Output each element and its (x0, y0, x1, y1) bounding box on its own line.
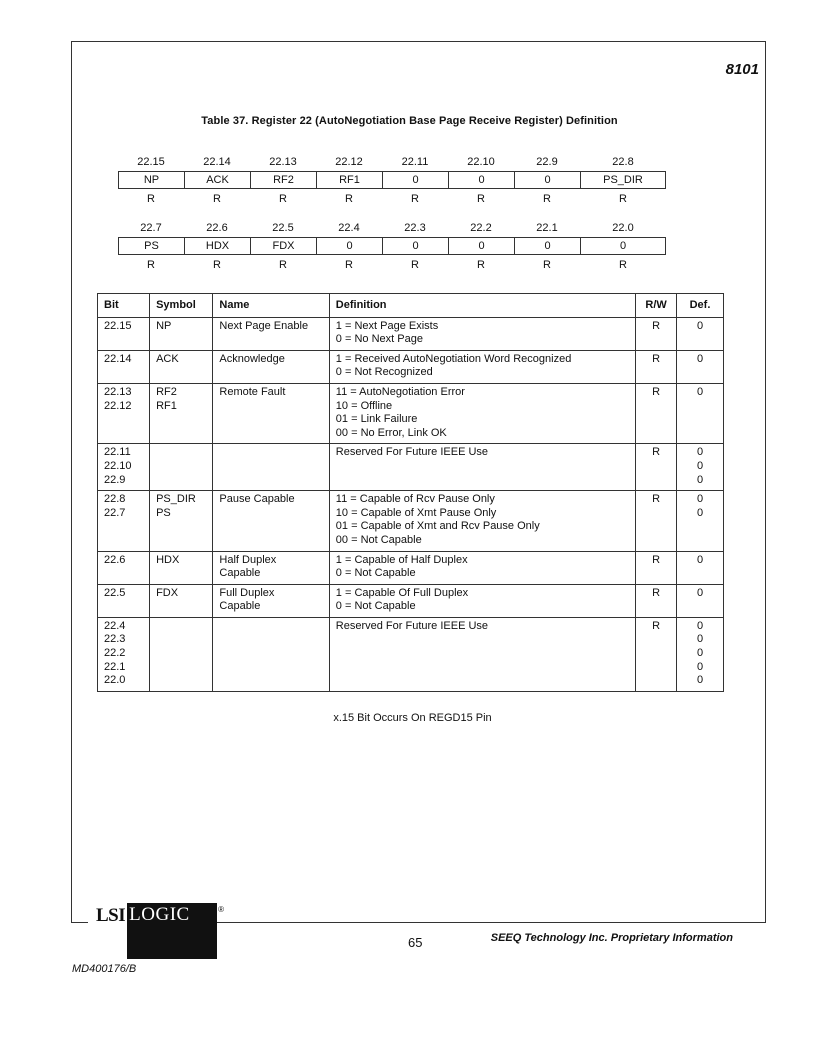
cell-bit: 22.14 (98, 350, 150, 383)
bit-symbol-box: 0 (448, 237, 514, 255)
table-row (98, 383, 724, 443)
cell-name (213, 617, 329, 691)
cell-name (213, 444, 329, 491)
bit-access: R (213, 193, 221, 205)
bit-number: 22.4 (338, 222, 360, 234)
table-caption: Table 37. Register 22 (AutoNegotiation Base Page Receive Register) Definition (201, 115, 618, 127)
bit-number: 22.14 (203, 156, 231, 168)
table-header-row (98, 294, 724, 318)
cell-name: Next Page Enable (213, 317, 329, 350)
cell-symbol (150, 444, 213, 491)
bit-symbol-box: 0 (514, 237, 580, 255)
bit-access: R (477, 193, 485, 205)
cell-rw: R (636, 617, 677, 691)
logo-black-box (127, 903, 217, 959)
cell-default: 0 (677, 584, 724, 617)
bit-number: 22.6 (206, 222, 228, 234)
bit-symbol-box: NP (118, 171, 184, 189)
cell-default: 0 0 0 (677, 444, 724, 491)
bit-number: 22.0 (612, 222, 634, 234)
page-number: 65 (408, 935, 423, 950)
document-number: 8101 (725, 61, 759, 78)
cell-rw: R (636, 383, 677, 443)
table-row (98, 491, 724, 551)
cell-rw: R (636, 584, 677, 617)
cell-bit: 22.8 22.7 (98, 491, 150, 551)
register-definition-table (97, 293, 724, 692)
bit-symbol-box: 0 (514, 171, 580, 189)
bit-symbol-box: RF2 (250, 171, 316, 189)
bit-access: R (279, 259, 287, 271)
cell-symbol: HDX (150, 551, 213, 584)
cell-bit: 22.11 22.10 22.9 (98, 444, 150, 491)
bit-symbol-box: ACK (184, 171, 250, 189)
column-header-default: Def. (677, 294, 724, 318)
bit-access: R (543, 259, 551, 271)
cell-symbol: ACK (150, 350, 213, 383)
cell-rw: R (636, 551, 677, 584)
table-row (98, 584, 724, 617)
table-row (98, 317, 724, 350)
column-header-definition: Definition (329, 294, 635, 318)
lsi-logic-logo (96, 903, 224, 959)
bit-access: R (619, 193, 627, 205)
cell-symbol (150, 617, 213, 691)
cell-definition: 1 = Capable Of Full Duplex 0 = Not Capable (329, 584, 635, 617)
column-header-name: Name (213, 294, 329, 318)
bit-symbol-box: 0 (382, 171, 448, 189)
bit-access: R (213, 259, 221, 271)
cell-name: Pause Capable (213, 491, 329, 551)
logo-lsi-text: LSI (96, 905, 126, 926)
bit-access: R (345, 259, 353, 271)
bit-number-row (118, 153, 666, 171)
footer-rule-right (208, 922, 766, 923)
bit-number: 22.7 (140, 222, 162, 234)
cell-definition: 1 = Capable of Half Duplex 0 = Not Capable (329, 551, 635, 584)
register-bitmap-low (118, 219, 666, 273)
cell-default: 0 (677, 317, 724, 350)
cell-rw: R (636, 491, 677, 551)
cell-definition: 1 = Received AutoNegotiation Word Recognized 0 = Not Recognized (329, 350, 635, 383)
cell-symbol: FDX (150, 584, 213, 617)
cell-definition: Reserved For Future IEEE Use (329, 444, 635, 491)
bit-symbol-box: FDX (250, 237, 316, 255)
logo-logic-text: LOGIC (129, 904, 190, 925)
bit-number-row (118, 219, 666, 237)
cell-definition: 11 = Capable of Rcv Pause Only 10 = Capable of Xmt Pause Only 01 = Capable of Xmt and Rcv Pause Only 00 = Not Capable (329, 491, 635, 551)
bit-symbol-row (118, 171, 666, 189)
footer-rule-left (71, 922, 88, 923)
bit-symbol-box: 0 (580, 237, 666, 255)
bit-number: 22.11 (401, 156, 429, 168)
bit-number: 22.13 (269, 156, 297, 168)
bit-access-row (118, 189, 666, 207)
proprietary-notice: SEEQ Technology Inc. Proprietary Information (490, 932, 733, 944)
bit-access: R (147, 193, 155, 205)
cell-bit: 22.4 22.3 22.2 22.1 22.0 (98, 617, 150, 691)
bit-access: R (411, 193, 419, 205)
cell-bit: 22.6 (98, 551, 150, 584)
bit-access: R (411, 259, 419, 271)
cell-bit: 22.15 (98, 317, 150, 350)
bit-number: 22.2 (470, 222, 492, 234)
bit-number: 22.5 (272, 222, 294, 234)
cell-symbol: NP (150, 317, 213, 350)
bit-symbol-box: RF1 (316, 171, 382, 189)
cell-rw: R (636, 350, 677, 383)
bit-symbol-box: 0 (448, 171, 514, 189)
column-header-rw: R/W (636, 294, 677, 318)
cell-default: 0 (677, 551, 724, 584)
bit-access-row (118, 255, 666, 273)
column-header-symbol: Symbol (150, 294, 213, 318)
bit-access: R (543, 193, 551, 205)
bit-number: 22.8 (612, 156, 634, 168)
cell-default: 0 (677, 350, 724, 383)
bit-number: 22.3 (404, 222, 426, 234)
bit-number: 22.1 (536, 222, 558, 234)
bit-access: R (345, 193, 353, 205)
bit-symbol-box: PS_DIR (580, 171, 666, 189)
bit-access: R (619, 259, 627, 271)
bit-number: 22.9 (536, 156, 558, 168)
table-row (98, 617, 724, 691)
column-header-bit: Bit (98, 294, 150, 318)
bit-symbol-box: 0 (316, 237, 382, 255)
bit-access: R (147, 259, 155, 271)
bit-symbol-box: 0 (382, 237, 448, 255)
cell-symbol: PS_DIR PS (150, 491, 213, 551)
cell-default: 0 0 (677, 491, 724, 551)
register-bitmap-high (118, 153, 666, 207)
table-row (98, 444, 724, 491)
logo-strip (127, 928, 217, 959)
bit-number: 22.15 (137, 156, 165, 168)
bit-number: 22.10 (467, 156, 495, 168)
bit-access: R (477, 259, 485, 271)
cell-name: Acknowledge (213, 350, 329, 383)
cell-name: Half Duplex Capable (213, 551, 329, 584)
cell-rw: R (636, 317, 677, 350)
cell-definition: 1 = Next Page Exists 0 = No Next Page (329, 317, 635, 350)
document-id: MD400176/B (72, 963, 137, 975)
cell-rw: R (636, 444, 677, 491)
bit-symbol-row (118, 237, 666, 255)
registered-mark: ® (218, 905, 225, 914)
cell-default: 0 0 0 0 0 (677, 617, 724, 691)
cell-name: Full Duplex Capable (213, 584, 329, 617)
cell-bit: 22.5 (98, 584, 150, 617)
table-row (98, 350, 724, 383)
cell-symbol: RF2 RF1 (150, 383, 213, 443)
cell-definition: Reserved For Future IEEE Use (329, 617, 635, 691)
cell-name: Remote Fault (213, 383, 329, 443)
bit-access: R (279, 193, 287, 205)
table-footnote: x.15 Bit Occurs On REGD15 Pin (333, 712, 492, 724)
cell-default: 0 (677, 383, 724, 443)
cell-definition: 11 = AutoNegotiation Error 10 = Offline 01 = Link Failure 00 = No Error, Link OK (329, 383, 635, 443)
table-row (98, 551, 724, 584)
bit-symbol-box: PS (118, 237, 184, 255)
bit-number: 22.12 (335, 156, 363, 168)
cell-bit: 22.13 22.12 (98, 383, 150, 443)
bit-symbol-box: HDX (184, 237, 250, 255)
